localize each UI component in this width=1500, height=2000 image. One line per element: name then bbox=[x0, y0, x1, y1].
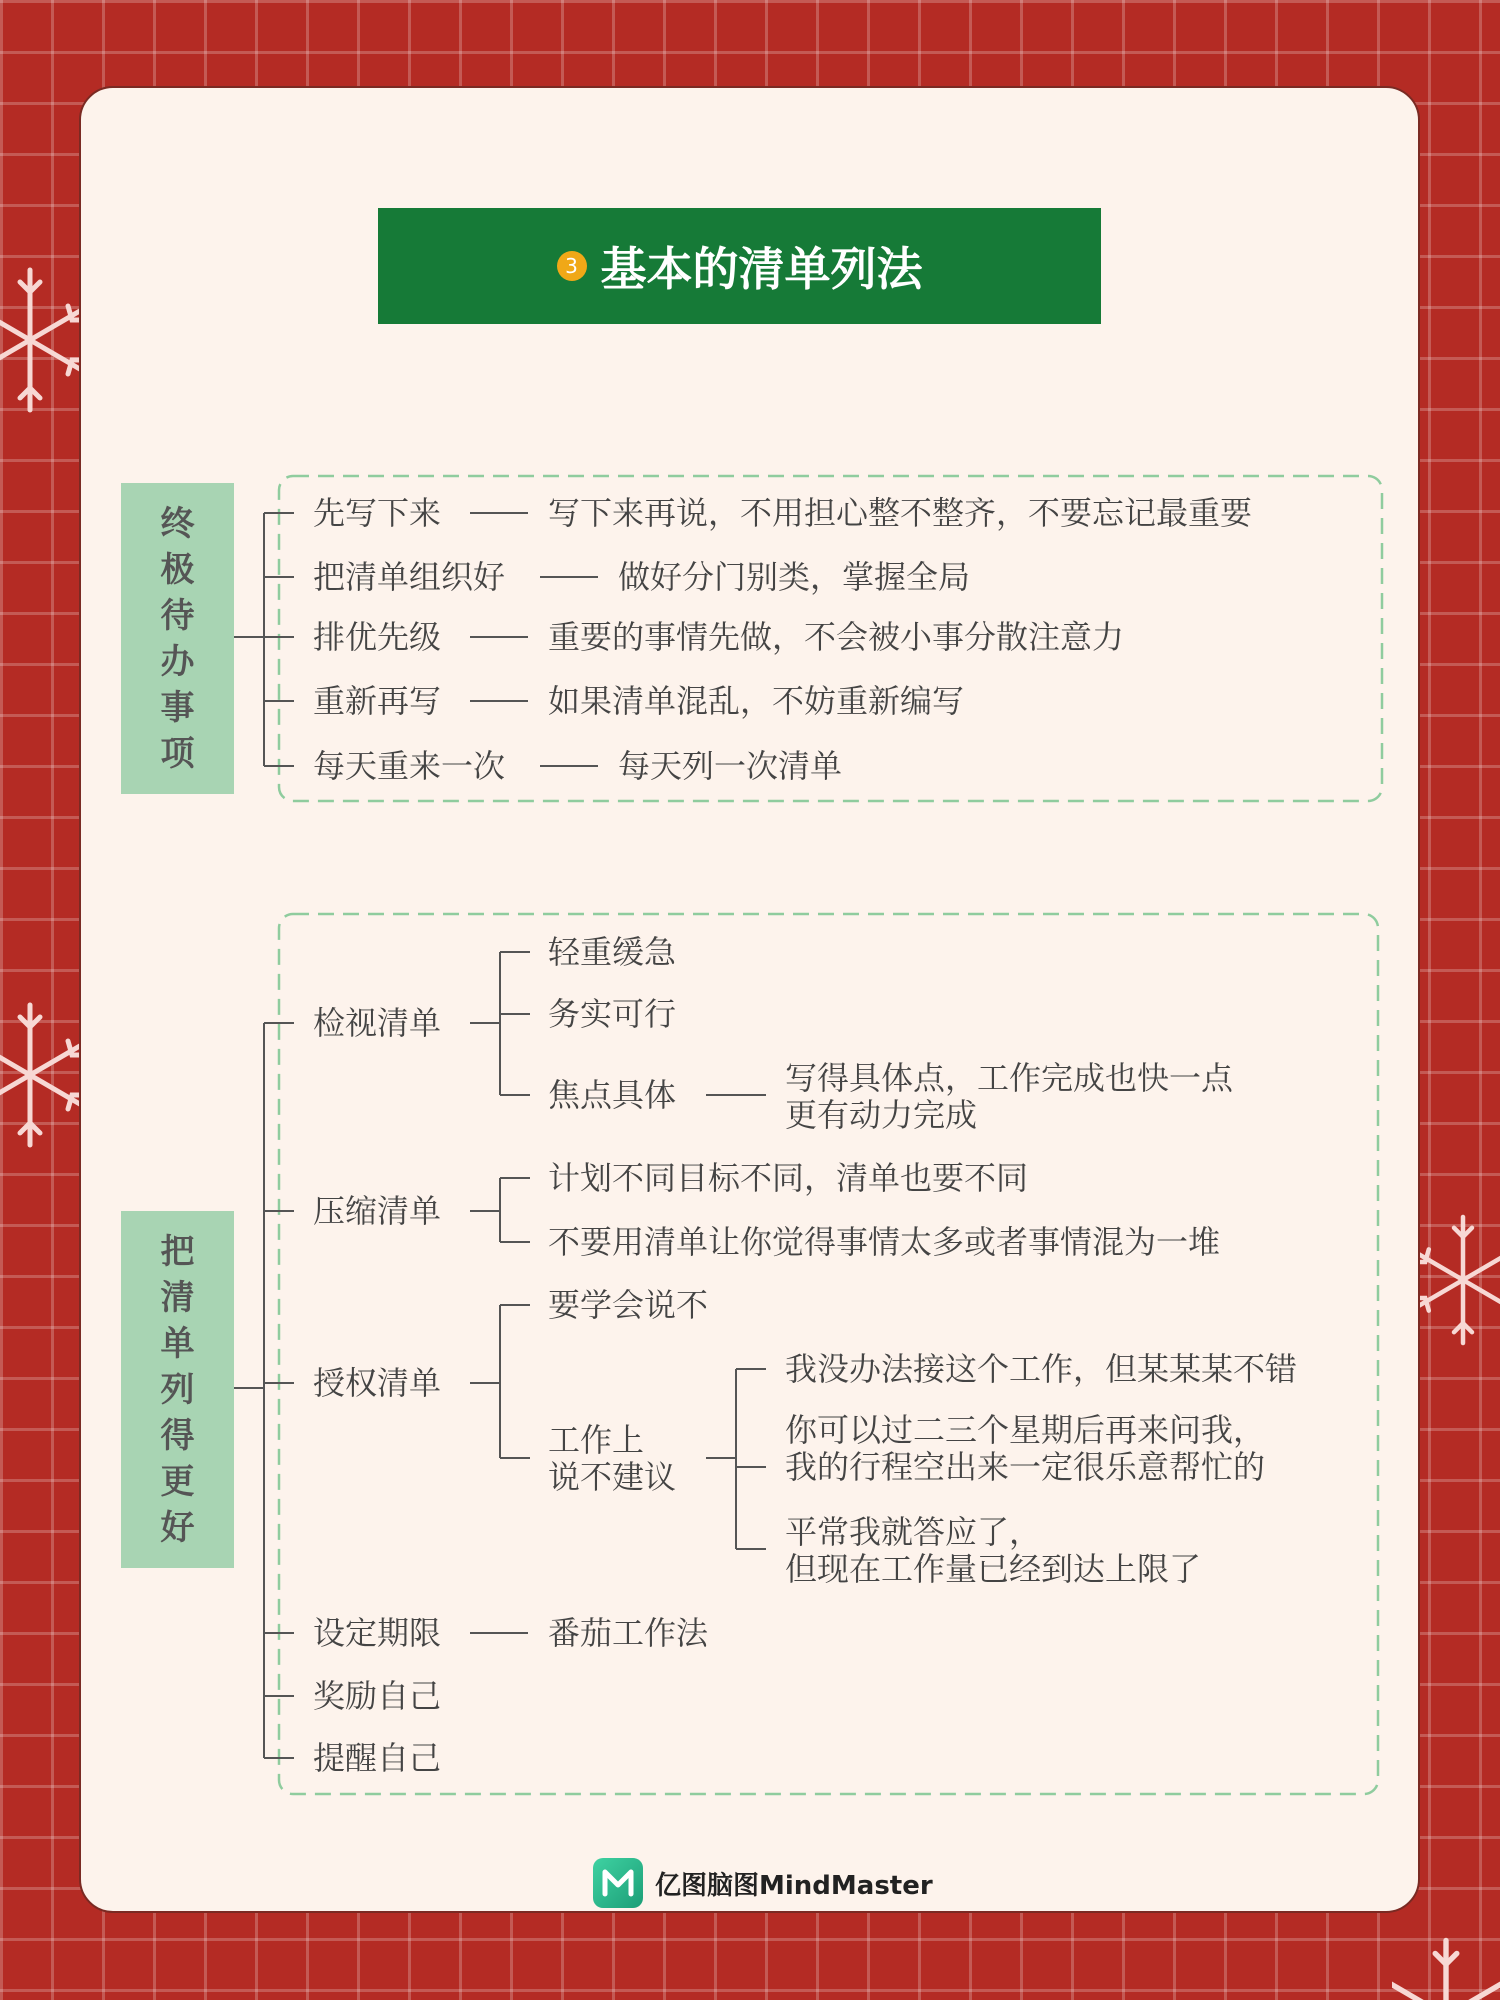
review-child-node: 轻重缓急 bbox=[548, 933, 677, 971]
suggestion-node bbox=[785, 1514, 1201, 1588]
suggestion-node bbox=[785, 1351, 1297, 1388]
review-child-node: 焦点具体 bbox=[548, 1076, 677, 1114]
review-list-node: 检视清单 bbox=[313, 1004, 442, 1042]
root-char: 得 bbox=[160, 1415, 195, 1456]
branch1-item-detail: 每天列一次清单 bbox=[618, 747, 843, 785]
branch2-root-box bbox=[121, 1211, 234, 1568]
focus-detail-node bbox=[785, 1060, 1233, 1134]
root-char: 极 bbox=[160, 549, 195, 590]
branch1-item-label: 把清单组织好 bbox=[313, 558, 506, 596]
root-char: 列 bbox=[160, 1369, 195, 1410]
suggestion-line: 你可以过二三个星期后再来问我， bbox=[785, 1411, 1266, 1449]
suggestion-line: 我没办法接这个工作，但某某某不错 bbox=[785, 1350, 1298, 1388]
page-title: 基本的清单列法 bbox=[600, 242, 923, 296]
root-char: 项 bbox=[160, 733, 195, 774]
focus-detail-line: 更有动力完成 bbox=[785, 1096, 978, 1134]
suggestion-line: 但现在工作量已经到达上限了 bbox=[785, 1550, 1202, 1588]
focus-detail-line: 写得具体点，工作完成也快一点 bbox=[785, 1059, 1234, 1097]
branch1-item-label: 排优先级 bbox=[313, 618, 442, 656]
work-label-line: 说不建议 bbox=[548, 1458, 677, 1496]
compress-list-node: 压缩清单 bbox=[313, 1192, 442, 1230]
brand-footer bbox=[593, 1858, 933, 1908]
root-char: 待 bbox=[160, 595, 195, 636]
branch1-item-detail: 如果清单混乱，不妨重新编写 bbox=[548, 682, 965, 720]
root-char: 把 bbox=[160, 1231, 195, 1272]
branch1-item-detail: 做好分门别类，掌握全局 bbox=[618, 558, 971, 596]
review-child-node: 务实可行 bbox=[548, 995, 677, 1033]
branch1-item-detail: 写下来再说，不用担心整不整齐，不要忘记最重要 bbox=[548, 494, 1253, 532]
root-char: 清 bbox=[160, 1277, 195, 1318]
suggestion-line: 平常我就答应了， bbox=[785, 1513, 1042, 1551]
branch1-item-label: 每天重来一次 bbox=[313, 747, 506, 785]
step-number-badge: 3 bbox=[557, 251, 587, 281]
deadline-detail-node: 番茄工作法 bbox=[548, 1614, 709, 1652]
delegate-list-node: 授权清单 bbox=[313, 1364, 442, 1402]
root-char: 更 bbox=[160, 1461, 195, 1502]
root-char: 单 bbox=[160, 1323, 195, 1364]
deadline-node: 设定期限 bbox=[313, 1614, 442, 1652]
work-label-line: 工作上 bbox=[548, 1421, 645, 1459]
mindmaster-logo-icon bbox=[593, 1858, 643, 1908]
root-char: 事 bbox=[160, 687, 195, 728]
suggestion-node bbox=[785, 1412, 1265, 1486]
root-char: 终 bbox=[160, 503, 195, 544]
remind-node: 提醒自己 bbox=[313, 1739, 442, 1777]
branch1-root-box bbox=[121, 483, 234, 794]
compress-child-node: 计划不同目标不同，清单也要不同 bbox=[548, 1159, 1029, 1197]
work-suggestion-node bbox=[548, 1422, 676, 1496]
root-char: 好 bbox=[160, 1507, 195, 1548]
reward-node: 奖励自己 bbox=[313, 1677, 442, 1715]
root-char: 办 bbox=[160, 641, 195, 682]
compress-child-node: 不要用清单让你觉得事情太多或者事情混为一堆 bbox=[548, 1223, 1221, 1261]
learn-say-no-node: 要学会说不 bbox=[548, 1286, 709, 1324]
brand-name: 亿图脑图MindMaster bbox=[655, 1870, 933, 1901]
branch1-item-detail: 重要的事情先做，不会被小事分散注意力 bbox=[548, 618, 1125, 656]
branch1-item-label: 先写下来 bbox=[313, 494, 442, 532]
suggestion-line: 我的行程空出来一定很乐意帮忙的 bbox=[785, 1448, 1266, 1486]
branch1-item-label: 重新再写 bbox=[313, 682, 442, 720]
